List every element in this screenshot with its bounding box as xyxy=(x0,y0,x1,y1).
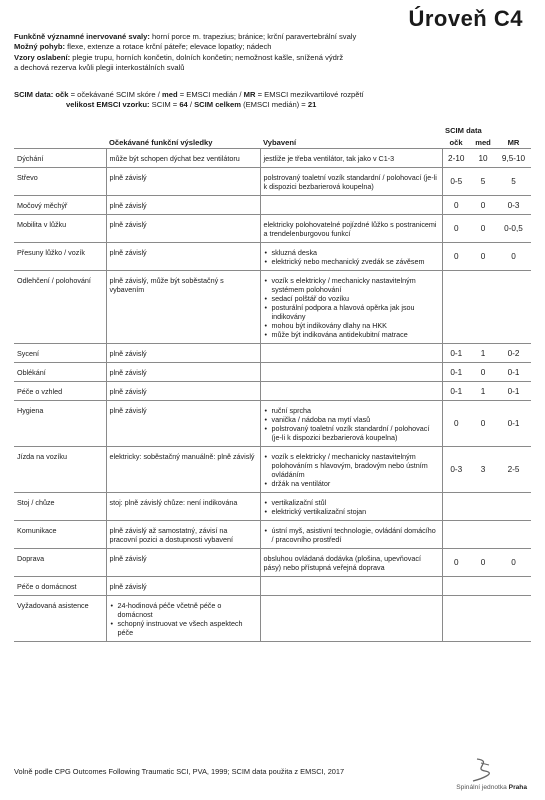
equipment-item: • ruční sprcha xyxy=(272,406,439,415)
equipment-item: • sedací polštář do vozíku xyxy=(272,294,439,303)
header-med: med xyxy=(475,138,491,147)
equipment-cell xyxy=(260,447,442,493)
muscles-text: horní porce m. trapezius; bránice; krční paravertebrální svaly xyxy=(149,32,357,41)
footer-source: Volně podle CPG Outcomes Following Traumatic SCI, PVA, 1999; SCIM data použita z EMSCI, 2017 xyxy=(14,767,345,776)
outcome-cell: plně závislý xyxy=(106,168,260,196)
equipment-item: • vozík s elektricky / mechanicky nastavitelným systémem polohování xyxy=(272,276,439,294)
mr-text: = EMSCI mezikvartilové rozpětí xyxy=(255,90,364,99)
equipment-cell: elektricky polohovatelné pojízdné lůžko s postranicemi a trendelenburgovou funkcí xyxy=(260,215,442,243)
scim-ock-cell: 0-3 xyxy=(442,447,470,493)
scim-med-cell xyxy=(470,493,496,521)
table-row xyxy=(14,549,531,577)
equipment-cell xyxy=(260,271,442,344)
equipment-item: • ústní myš, asistivní technologie, ovládání domácího / pracovního prostředí xyxy=(272,526,439,544)
table-row xyxy=(14,243,531,271)
equipment-cell xyxy=(260,401,442,447)
table-row xyxy=(14,596,531,642)
scim-med-cell: 0 xyxy=(470,401,496,447)
category-cell: Komunikace xyxy=(14,521,106,549)
sample-size-label: velikost EMSCI vzorku: xyxy=(66,100,150,110)
equipment-item: • vozík s elektricky / mechanicky nastavitelným polohováním s hlavovým, bradovým nebo ústním ovládáním xyxy=(272,452,439,479)
weakness-text: plegie trupu, horních končetin, dolních končetin; nemožnost kašle, snížená výdrž xyxy=(70,52,344,62)
scim-ock-cell: 0 xyxy=(442,401,470,447)
category-cell: Přesuny lůžko / vozík xyxy=(14,243,106,271)
table-row xyxy=(14,521,531,549)
scim-ock-cell xyxy=(442,271,470,344)
scim-ock-cell: 0-1 xyxy=(442,344,470,363)
table-row xyxy=(14,271,531,344)
logo-text-bold: Praha xyxy=(508,784,527,791)
category-cell: Hygiena xyxy=(14,401,106,447)
category-cell: Jízda na vozíku xyxy=(14,447,106,493)
scim-med-cell: 3 xyxy=(470,447,496,493)
scim-ock-cell: 2-10 xyxy=(442,149,470,168)
table-row xyxy=(14,363,531,382)
total-label: SCIM celkem xyxy=(194,100,241,110)
med-text: = EMSCI medián / xyxy=(177,90,244,99)
equipment-cell xyxy=(260,493,442,521)
equipment-cell xyxy=(260,196,442,215)
scim-mr-cell: 0-2 xyxy=(496,344,531,363)
header-mr: MR xyxy=(507,138,520,147)
equipment-item: • může být indikována antidekubitní matrace xyxy=(272,330,439,339)
category-cell: Sycení xyxy=(14,344,106,363)
category-cell: Péče o domácnost xyxy=(14,577,106,596)
weakness-label: Vzory oslabení: xyxy=(14,52,71,62)
scim-mr-cell: 5 xyxy=(496,168,531,196)
equipment-cell xyxy=(260,577,442,596)
scim-med-cell xyxy=(470,596,496,642)
equipment-item: • držák na ventilátor xyxy=(272,479,439,488)
outcome-cell: plně závislý až samostatný, závisí na pracovní pozici a dostupnosti vybavení xyxy=(106,521,260,549)
outcome-cell: plně závislý xyxy=(106,215,260,243)
category-cell: Močový měchýř xyxy=(14,196,106,215)
equipment-item: • mohou být indikovány dlahy na HKK xyxy=(272,321,439,330)
scim-label: SCIM data: xyxy=(14,90,54,99)
header-ock: očk xyxy=(449,138,463,147)
scim-med-cell: 0 xyxy=(470,363,496,382)
sample-size-value: 64 xyxy=(179,100,188,110)
table-row xyxy=(14,149,531,168)
scim-mr-cell xyxy=(496,493,531,521)
scim-mr-cell xyxy=(496,596,531,642)
scim-ock-cell: 0 xyxy=(442,243,470,271)
muscles-label: Funkčně významné inervované svaly: xyxy=(14,32,150,41)
spine-logo-icon xyxy=(463,757,503,783)
equipment-list xyxy=(264,276,439,339)
page-title: Úroveň C4 xyxy=(408,6,523,31)
category-cell: Doprava xyxy=(14,549,106,577)
total-value: 21 xyxy=(307,100,317,110)
scim-med-cell: 0 xyxy=(470,196,496,215)
scim-legend xyxy=(14,90,534,111)
outcome-cell: elektricky: soběstačný manuálně: plně závislý xyxy=(106,447,260,493)
outcome-cell: plně závislý, může být soběstačný s vybavením xyxy=(106,271,260,344)
table-row xyxy=(14,493,531,521)
equipment-item: • vertikalizační stůl xyxy=(272,498,439,507)
equipment-item: • vanička / nádoba na mytí vlasů xyxy=(272,415,439,424)
scim-ock-cell: 0 xyxy=(442,215,470,243)
equipment-cell xyxy=(260,363,442,382)
equipment-cell xyxy=(260,243,442,271)
category-cell: Vyžadovaná asistence xyxy=(14,596,106,642)
category-cell: Péče o vzhled xyxy=(14,382,106,401)
scim-ock-cell xyxy=(442,493,470,521)
scim-med-cell: 1 xyxy=(470,382,496,401)
equipment-cell xyxy=(260,521,442,549)
category-cell: Odlehčení / polohování xyxy=(14,271,106,344)
outcome-cell xyxy=(106,596,260,642)
med-key: med xyxy=(161,90,178,99)
category-cell: Dýchání xyxy=(14,149,106,168)
equipment-item: • elektrický nebo mechanický zvedák se závěsem xyxy=(272,257,439,266)
scim-ock-cell xyxy=(442,577,470,596)
scim-mr-cell: 0-3 xyxy=(496,196,531,215)
scim-mr-cell xyxy=(496,521,531,549)
equipment-cell: obsluhou ovládaná dodávka (plošina, upevňovací pásy) nebo přístupná veřejná doprava xyxy=(260,549,442,577)
outcome-cell: plně závislý xyxy=(106,243,260,271)
header-equipment: Vybavení xyxy=(263,138,297,147)
scim-mr-cell: 0-0,5 xyxy=(496,215,531,243)
scim-ock-cell: 0 xyxy=(442,549,470,577)
scim-ock-cell: 0-1 xyxy=(442,363,470,382)
scim-ock-cell xyxy=(442,521,470,549)
equipment-list xyxy=(264,248,439,266)
scim-ock-cell: 0 xyxy=(442,196,470,215)
scim-mr-cell: 9,5-10 xyxy=(496,149,531,168)
scim-mr-cell xyxy=(496,577,531,596)
scim-med-cell: 0 xyxy=(470,215,496,243)
equipment-cell xyxy=(260,382,442,401)
equipment-list xyxy=(264,526,439,544)
scim-med-cell xyxy=(470,577,496,596)
category-cell: Mobilita v lůžku xyxy=(14,215,106,243)
scim-mr-cell: 0-1 xyxy=(496,401,531,447)
mr-key: MR xyxy=(243,90,256,99)
outcome-item: • 24-hodinová péče včetně péče o domácnost xyxy=(118,601,257,619)
weakness-text-cont: a dechová rezerva kvůli plegii interkostálních svalů xyxy=(14,63,185,73)
category-cell: Oblékání xyxy=(14,363,106,382)
table-row xyxy=(14,196,531,215)
outcome-cell: plně závislý xyxy=(106,344,260,363)
table-row xyxy=(14,215,531,243)
equipment-item: • elektrický vertikalizační stojan xyxy=(272,507,439,516)
scim-med-cell xyxy=(470,521,496,549)
outcome-cell: plně závislý xyxy=(106,363,260,382)
equipment-list xyxy=(264,498,439,516)
equipment-item: • skluzná deska xyxy=(272,248,439,257)
table-row xyxy=(14,401,531,447)
scim-mr-cell: 2-5 xyxy=(496,447,531,493)
logo-text-main: Spinální jednotka xyxy=(456,784,509,791)
table-row xyxy=(14,577,531,596)
intro-block xyxy=(14,32,534,74)
outcome-cell: plně závislý xyxy=(106,577,260,596)
outcome-cell: může být schopen dýchat bez ventilátoru xyxy=(106,149,260,168)
scim-med-cell: 1 xyxy=(470,344,496,363)
sample-size-text: SCIM = xyxy=(149,100,180,110)
outcome-cell: plně závislý xyxy=(106,401,260,447)
equipment-cell xyxy=(260,596,442,642)
table-row xyxy=(14,344,531,363)
category-cell: Střevo xyxy=(14,168,106,196)
header-outcomes: Očekávané funkční výsledky xyxy=(109,138,213,147)
scim-mr-cell: 0-1 xyxy=(496,363,531,382)
scim-med-cell: 0 xyxy=(470,549,496,577)
outcome-item: • schopný instruovat ve všech aspektech péče xyxy=(118,619,257,637)
table-row xyxy=(14,447,531,493)
outcomes-table xyxy=(14,124,531,642)
ock-key: očk xyxy=(55,90,69,99)
scim-mr-cell: 0 xyxy=(496,243,531,271)
outcome-cell: plně závislý xyxy=(106,549,260,577)
equipment-item: • polstrovaný toaletní vozík standardní / polohovací (je-li k dispozici bezbarierová koupelna) xyxy=(272,424,439,442)
movement-label: Možný pohyb: xyxy=(14,42,66,52)
scim-med-cell xyxy=(470,271,496,344)
scim-mr-cell: 0-1 xyxy=(496,382,531,401)
outcome-cell: stoj: plně závislý chůze: není indikována xyxy=(106,493,260,521)
equipment-list xyxy=(264,406,439,442)
outcome-cell: plně závislý xyxy=(106,382,260,401)
logo-text xyxy=(456,784,527,791)
scim-ock-cell: 0-1 xyxy=(442,382,470,401)
equipment-cell: polstrovaný toaletní vozík standardní / polohovací (je-li k dispozici bezbarierová koupelna) xyxy=(260,168,442,196)
scim-mr-cell: 0 xyxy=(496,549,531,577)
scim-ock-cell xyxy=(442,596,470,642)
equipment-item: • posturální podpora a hlavová opěrka jak jsou indikovány xyxy=(272,303,439,321)
scim-ock-cell: 0-5 xyxy=(442,168,470,196)
equipment-cell xyxy=(260,344,442,363)
scim-med-cell: 0 xyxy=(470,243,496,271)
movement-text: flexe, extenze a rotace krční páteře; elevace lopatky; nádech xyxy=(65,42,272,52)
table-row xyxy=(14,168,531,196)
ock-text: = očekávané SCIM skóre / xyxy=(68,90,162,99)
total-text: (EMSCI medián) = xyxy=(240,100,308,110)
scim-mr-cell xyxy=(496,271,531,344)
outcome-list xyxy=(110,601,257,637)
header-scim: SCIM data xyxy=(445,126,482,135)
equipment-cell: jestliže je třeba ventilátor, tak jako v C1-3 xyxy=(260,149,442,168)
category-cell: Stoj / chůze xyxy=(14,493,106,521)
table-row xyxy=(14,382,531,401)
equipment-list xyxy=(264,452,439,488)
total-sep: / xyxy=(187,100,195,110)
logo xyxy=(417,757,527,791)
scim-med-cell: 10 xyxy=(470,149,496,168)
outcome-cell: plně závislý xyxy=(106,196,260,215)
scim-med-cell: 5 xyxy=(470,168,496,196)
header-empty xyxy=(14,124,106,149)
